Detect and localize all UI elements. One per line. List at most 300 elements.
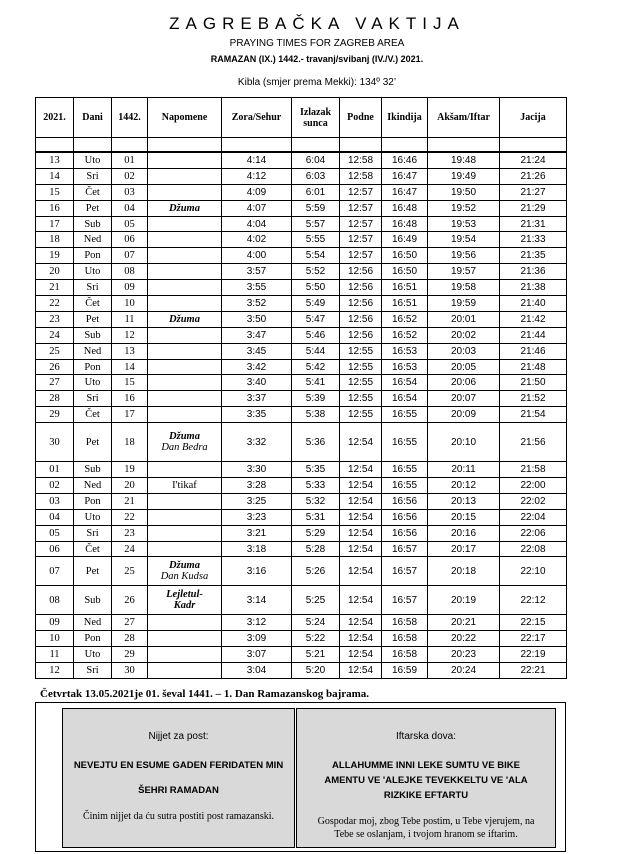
time-cell: 19:53 — [428, 216, 500, 232]
time-cell: 06 — [112, 232, 148, 248]
time-cell: 21:33 — [500, 232, 567, 248]
time-cell: 3:23 — [222, 509, 292, 525]
table-row — [36, 232, 567, 248]
time-cell: 3:28 — [222, 478, 292, 494]
column-header: Napomene — [148, 98, 222, 138]
time-cell: 21:58 — [500, 462, 567, 478]
time-cell: 12:55 — [340, 407, 382, 423]
note-cell — [148, 586, 222, 615]
table-row — [36, 168, 567, 184]
note-cell — [148, 509, 222, 525]
time-cell: 21:36 — [500, 264, 567, 280]
note-cell — [148, 525, 222, 541]
column-header: 1442. — [112, 98, 148, 138]
time-cell: Uto — [74, 509, 112, 525]
time-cell: 07 — [36, 557, 74, 586]
time-cell: 22:17 — [500, 631, 567, 647]
time-cell: 4:12 — [222, 168, 292, 184]
note-cell — [148, 232, 222, 248]
time-cell: 16:58 — [382, 631, 428, 647]
time-cell: 3:14 — [222, 586, 292, 615]
table-row — [36, 557, 567, 586]
time-cell: 3:25 — [222, 493, 292, 509]
time-cell: 5:55 — [292, 232, 340, 248]
time-cell: 12:54 — [340, 631, 382, 647]
time-cell: 3:07 — [222, 647, 292, 663]
time-cell: 18 — [36, 232, 74, 248]
note-line: Kadr — [173, 600, 196, 612]
time-cell: Ned — [74, 232, 112, 248]
time-cell: 20:02 — [428, 327, 500, 343]
time-cell: 20:24 — [428, 663, 500, 679]
time-cell: 5:47 — [292, 311, 340, 327]
time-cell: 16:57 — [382, 541, 428, 557]
time-cell: 22:21 — [500, 663, 567, 679]
time-cell: 6:01 — [292, 184, 340, 200]
column-header: Akšam/Iftar — [428, 98, 500, 138]
time-cell: 16:55 — [382, 478, 428, 494]
time-cell: 04 — [112, 200, 148, 216]
dova-label: Iftarska dova: — [395, 731, 457, 742]
time-cell: 21:46 — [500, 343, 567, 359]
time-cell: 16:50 — [382, 248, 428, 264]
time-cell: 01 — [36, 462, 74, 478]
time-cell: 16:57 — [382, 586, 428, 615]
time-cell: 20:15 — [428, 509, 500, 525]
time-cell: 25 — [112, 557, 148, 586]
time-cell: 4:07 — [222, 200, 292, 216]
time-cell: 20:05 — [428, 359, 500, 375]
time-cell: 16 — [112, 391, 148, 407]
time-cell: 20:11 — [428, 462, 500, 478]
time-cell: 15 — [36, 184, 74, 200]
time-cell: 5:33 — [292, 478, 340, 494]
time-cell: Uto — [74, 264, 112, 280]
time-cell: Sri — [74, 663, 112, 679]
time-cell: 4:14 — [222, 152, 292, 168]
time-cell: 3:16 — [222, 557, 292, 586]
time-cell: 21:52 — [500, 391, 567, 407]
time-cell: 12:54 — [340, 509, 382, 525]
period-label: RAMAZAN (IX.) 1442.- travanj/svibanj (IV./V.) 2021. — [210, 54, 424, 64]
time-cell: 16:54 — [382, 375, 428, 391]
time-cell: 14 — [112, 359, 148, 375]
table-row — [36, 343, 567, 359]
time-cell: 16:55 — [382, 407, 428, 423]
time-cell: 21:35 — [500, 248, 567, 264]
time-cell: Sri — [74, 391, 112, 407]
time-cell: 16:53 — [382, 343, 428, 359]
time-cell: 27 — [36, 375, 74, 391]
time-cell: 4:09 — [222, 184, 292, 200]
time-cell: 16:53 — [382, 359, 428, 375]
time-cell: 5:52 — [292, 264, 340, 280]
time-cell: 22:15 — [500, 615, 567, 631]
time-cell: 3:32 — [222, 423, 292, 462]
time-cell: 12:57 — [340, 200, 382, 216]
time-cell: 16:46 — [382, 152, 428, 168]
column-header: Izlazak sunca — [292, 98, 340, 138]
time-cell: 16:54 — [382, 391, 428, 407]
time-cell: 4:00 — [222, 248, 292, 264]
time-cell: 20:01 — [428, 311, 500, 327]
time-cell: 05 — [112, 216, 148, 232]
time-cell: 5:41 — [292, 375, 340, 391]
time-cell: 16:59 — [382, 663, 428, 679]
time-cell: 5:28 — [292, 541, 340, 557]
time-cell: 13 — [36, 152, 74, 168]
note-cell — [148, 407, 222, 423]
note-line: Lejletul- — [166, 589, 203, 601]
time-cell: 12:55 — [340, 359, 382, 375]
note-cell — [148, 248, 222, 264]
time-cell: 12:56 — [340, 296, 382, 312]
note-cell — [148, 391, 222, 407]
time-cell: 01 — [112, 152, 148, 168]
table-header-row — [36, 98, 567, 138]
time-cell: Sri — [74, 280, 112, 296]
time-cell: Sub — [74, 462, 112, 478]
time-cell: Pet — [74, 311, 112, 327]
time-cell: 02 — [36, 478, 74, 494]
column-header: Dani — [74, 98, 112, 138]
prayer-times-table — [35, 97, 567, 679]
time-cell: 16:51 — [382, 280, 428, 296]
time-cell: 12:54 — [340, 525, 382, 541]
time-cell: 20:19 — [428, 586, 500, 615]
note-cell — [148, 493, 222, 509]
time-cell: 08 — [112, 264, 148, 280]
time-cell: 19:50 — [428, 184, 500, 200]
time-cell: 20:12 — [428, 478, 500, 494]
table-row — [36, 296, 567, 312]
time-cell: 12:55 — [340, 375, 382, 391]
time-cell: 23 — [112, 525, 148, 541]
note-cell — [148, 296, 222, 312]
time-cell: 12 — [36, 663, 74, 679]
time-cell: 16:55 — [382, 462, 428, 478]
time-cell: 22:12 — [500, 586, 567, 615]
time-cell: 12:55 — [340, 343, 382, 359]
note-cell — [148, 168, 222, 184]
time-cell: 24 — [112, 541, 148, 557]
time-cell: Pon — [74, 493, 112, 509]
time-cell: 21:29 — [500, 200, 567, 216]
time-cell: 21:56 — [500, 423, 567, 462]
time-cell: 21:42 — [500, 311, 567, 327]
nijjet-translation: Činim nijjet da ću sutra postiti post ramazanski. — [82, 811, 275, 822]
time-cell: 12:54 — [340, 557, 382, 586]
dova-arabic: ALLAHUMME INNI LEKE SUMTU VE BIKE AMENTU VE 'ALEJKE TEVEKKELTU VE 'ALA RIZKIKE EFTARTU — [324, 760, 528, 801]
time-cell: 19 — [36, 248, 74, 264]
time-cell: 19:56 — [428, 248, 500, 264]
table-row — [36, 462, 567, 478]
time-cell: 16:56 — [382, 525, 428, 541]
time-cell: 5:31 — [292, 509, 340, 525]
table-row — [36, 375, 567, 391]
time-cell: 06 — [36, 541, 74, 557]
time-cell: 5:29 — [292, 525, 340, 541]
time-cell: 21:26 — [500, 168, 567, 184]
time-cell: 23 — [36, 311, 74, 327]
time-cell: 19:59 — [428, 296, 500, 312]
time-cell: 4:02 — [222, 232, 292, 248]
time-cell: 12 — [112, 327, 148, 343]
table-row — [36, 248, 567, 264]
time-cell: 12:54 — [340, 647, 382, 663]
note-cell — [148, 152, 222, 168]
time-cell: 12:56 — [340, 280, 382, 296]
time-cell: 20:07 — [428, 391, 500, 407]
note-cell — [148, 663, 222, 679]
time-cell: Sri — [74, 168, 112, 184]
dova-translation: Gospodar moj, zbog Tebe postim, u Tebe vjerujem, na Tebe se oslanjam, i tvojom hranom se iftarim. — [317, 816, 535, 840]
time-cell: 5:25 — [292, 586, 340, 615]
table-spacer-row — [36, 138, 567, 153]
time-cell: 22:02 — [500, 493, 567, 509]
time-cell: 14 — [36, 168, 74, 184]
note-line: Dan Kudsa — [160, 571, 209, 583]
time-cell: 22:10 — [500, 557, 567, 586]
table-row — [36, 359, 567, 375]
note-cell — [148, 327, 222, 343]
time-cell: Ned — [74, 478, 112, 494]
page-title: ZAGREBAČKA VAKTIJA — [169, 14, 465, 33]
time-cell: 22 — [112, 509, 148, 525]
time-cell: 5:39 — [292, 391, 340, 407]
time-cell: 5:49 — [292, 296, 340, 312]
time-cell: 21:54 — [500, 407, 567, 423]
time-cell: 3:57 — [222, 264, 292, 280]
time-cell: 17 — [112, 407, 148, 423]
time-cell: 5:57 — [292, 216, 340, 232]
iftar-dova-box — [296, 708, 556, 848]
time-cell: 20:18 — [428, 557, 500, 586]
time-cell: 16:52 — [382, 311, 428, 327]
time-cell: 13 — [112, 343, 148, 359]
time-cell: 3:09 — [222, 631, 292, 647]
time-cell: 29 — [36, 407, 74, 423]
note-cell — [148, 631, 222, 647]
time-cell: 6:04 — [292, 152, 340, 168]
time-cell: Čet — [74, 296, 112, 312]
time-cell: 12:54 — [340, 541, 382, 557]
time-cell: 12:54 — [340, 663, 382, 679]
note-cell — [148, 264, 222, 280]
table-row — [36, 391, 567, 407]
time-cell: 03 — [112, 184, 148, 200]
time-cell: 19:57 — [428, 264, 500, 280]
time-cell: 21:38 — [500, 280, 567, 296]
time-cell: 20:10 — [428, 423, 500, 462]
time-cell: 5:54 — [292, 248, 340, 264]
note-cell — [148, 375, 222, 391]
time-cell: 24 — [36, 327, 74, 343]
time-cell: 5:22 — [292, 631, 340, 647]
time-cell: 21:24 — [500, 152, 567, 168]
time-cell: 16:55 — [382, 423, 428, 462]
time-cell: 17 — [36, 216, 74, 232]
time-cell: 28 — [112, 631, 148, 647]
time-cell: 6:03 — [292, 168, 340, 184]
note-cell — [148, 423, 222, 462]
table-row — [36, 615, 567, 631]
time-cell: 20:06 — [428, 375, 500, 391]
time-cell: 5:46 — [292, 327, 340, 343]
time-cell: Pet — [74, 200, 112, 216]
time-cell: 20:16 — [428, 525, 500, 541]
page-subtitle: PRAYING TIMES FOR ZAGREB AREA — [229, 38, 405, 49]
table-row — [36, 509, 567, 525]
time-cell: 20:17 — [428, 541, 500, 557]
time-cell: 10 — [36, 631, 74, 647]
time-cell: 16:50 — [382, 264, 428, 280]
time-cell: 11 — [112, 311, 148, 327]
note-cell — [148, 280, 222, 296]
time-cell: 5:38 — [292, 407, 340, 423]
time-cell: 20:22 — [428, 631, 500, 647]
time-cell: Uto — [74, 375, 112, 391]
time-cell: 22:08 — [500, 541, 567, 557]
note-cell: Džuma — [148, 200, 222, 216]
time-cell: 12:56 — [340, 264, 382, 280]
time-cell: Ned — [74, 615, 112, 631]
note-line: Dan Bedra — [161, 442, 208, 454]
time-cell: 4:04 — [222, 216, 292, 232]
time-cell: 12:57 — [340, 216, 382, 232]
time-cell: 12:54 — [340, 423, 382, 462]
time-cell: 5:42 — [292, 359, 340, 375]
time-cell: Ned — [74, 343, 112, 359]
time-cell: 25 — [36, 343, 74, 359]
time-cell: 20 — [36, 264, 74, 280]
time-cell: 21:44 — [500, 327, 567, 343]
time-cell: 16:58 — [382, 647, 428, 663]
column-header: 2021. — [36, 98, 74, 138]
table-row — [36, 327, 567, 343]
time-cell: Čet — [74, 407, 112, 423]
table-row — [36, 407, 567, 423]
note-cell: I'tikaf — [148, 478, 222, 494]
note-cell — [148, 184, 222, 200]
time-cell: 12:54 — [340, 586, 382, 615]
time-cell: 05 — [36, 525, 74, 541]
time-cell: Čet — [74, 541, 112, 557]
table-row — [36, 423, 567, 462]
nijjet-arabic-line2: ŠEHRI RAMADAN — [138, 785, 219, 796]
time-cell: 02 — [112, 168, 148, 184]
time-cell: 16:49 — [382, 232, 428, 248]
column-header: Ikindija — [382, 98, 428, 138]
time-cell: 21:50 — [500, 375, 567, 391]
time-cell: 16:47 — [382, 184, 428, 200]
time-cell: 16:48 — [382, 216, 428, 232]
time-cell: Sri — [74, 525, 112, 541]
time-cell: 20:03 — [428, 343, 500, 359]
time-cell: 08 — [36, 586, 74, 615]
time-cell: 5:44 — [292, 343, 340, 359]
note-cell — [148, 557, 222, 586]
time-cell: 12:57 — [340, 248, 382, 264]
nijjet-label: Nijjet za post: — [148, 731, 209, 742]
time-cell: 19:58 — [428, 280, 500, 296]
time-cell: Pet — [74, 423, 112, 462]
time-cell: 16:56 — [382, 509, 428, 525]
time-cell: Pon — [74, 359, 112, 375]
nijjet-box — [62, 708, 295, 848]
time-cell: 19:49 — [428, 168, 500, 184]
table-row — [36, 200, 567, 216]
time-cell: 12:54 — [340, 493, 382, 509]
time-cell: 20:09 — [428, 407, 500, 423]
table-row — [36, 280, 567, 296]
time-cell: 16:52 — [382, 327, 428, 343]
table-row — [36, 152, 567, 168]
table-row — [36, 663, 567, 679]
time-cell: 19:54 — [428, 232, 500, 248]
time-cell: 30 — [36, 423, 74, 462]
time-cell: 26 — [36, 359, 74, 375]
time-cell: 3:18 — [222, 541, 292, 557]
column-header: Jacija — [500, 98, 567, 138]
time-cell: 21:31 — [500, 216, 567, 232]
time-cell: 3:35 — [222, 407, 292, 423]
table-row — [36, 311, 567, 327]
nijjet-arabic-line1: NEVEJTU EN ESUME GADEN FERIDATEN MIN — [73, 760, 284, 771]
table-row — [36, 184, 567, 200]
time-cell: 3:47 — [222, 327, 292, 343]
time-cell: 12:56 — [340, 311, 382, 327]
time-cell: 12:54 — [340, 462, 382, 478]
time-cell: 21 — [36, 280, 74, 296]
time-cell: 5:50 — [292, 280, 340, 296]
time-cell: 18 — [112, 423, 148, 462]
time-cell: 10 — [112, 296, 148, 312]
time-cell: 20:13 — [428, 493, 500, 509]
kibla-direction: Kibla (smjer prema Mekki): 134º 32’ — [237, 77, 397, 88]
time-cell: 03 — [36, 493, 74, 509]
time-cell: 07 — [112, 248, 148, 264]
table-row — [36, 631, 567, 647]
time-cell: 16:58 — [382, 615, 428, 631]
table-row — [36, 264, 567, 280]
time-cell: 20:23 — [428, 647, 500, 663]
note-cell — [148, 343, 222, 359]
time-cell: 16:56 — [382, 493, 428, 509]
time-cell: 04 — [36, 509, 74, 525]
time-cell: 3:21 — [222, 525, 292, 541]
bajram-note: Četvrtak 13.05.2021je 01. ševal 1441. – 1. Dan Ramazanskog bajrama. — [40, 688, 370, 700]
time-cell: 22:00 — [500, 478, 567, 494]
time-cell: 20 — [112, 478, 148, 494]
time-cell: Čet — [74, 184, 112, 200]
time-cell: 09 — [36, 615, 74, 631]
time-cell: 28 — [36, 391, 74, 407]
time-cell: Uto — [74, 647, 112, 663]
table-row — [36, 647, 567, 663]
time-cell: 16:51 — [382, 296, 428, 312]
time-cell: 15 — [112, 375, 148, 391]
time-cell: 12:54 — [340, 615, 382, 631]
note-cell — [148, 359, 222, 375]
note-cell — [148, 462, 222, 478]
time-cell: 5:24 — [292, 615, 340, 631]
time-cell: 27 — [112, 615, 148, 631]
time-cell: 12:58 — [340, 152, 382, 168]
note-cell — [148, 541, 222, 557]
time-cell: 09 — [112, 280, 148, 296]
time-cell: 16 — [36, 200, 74, 216]
